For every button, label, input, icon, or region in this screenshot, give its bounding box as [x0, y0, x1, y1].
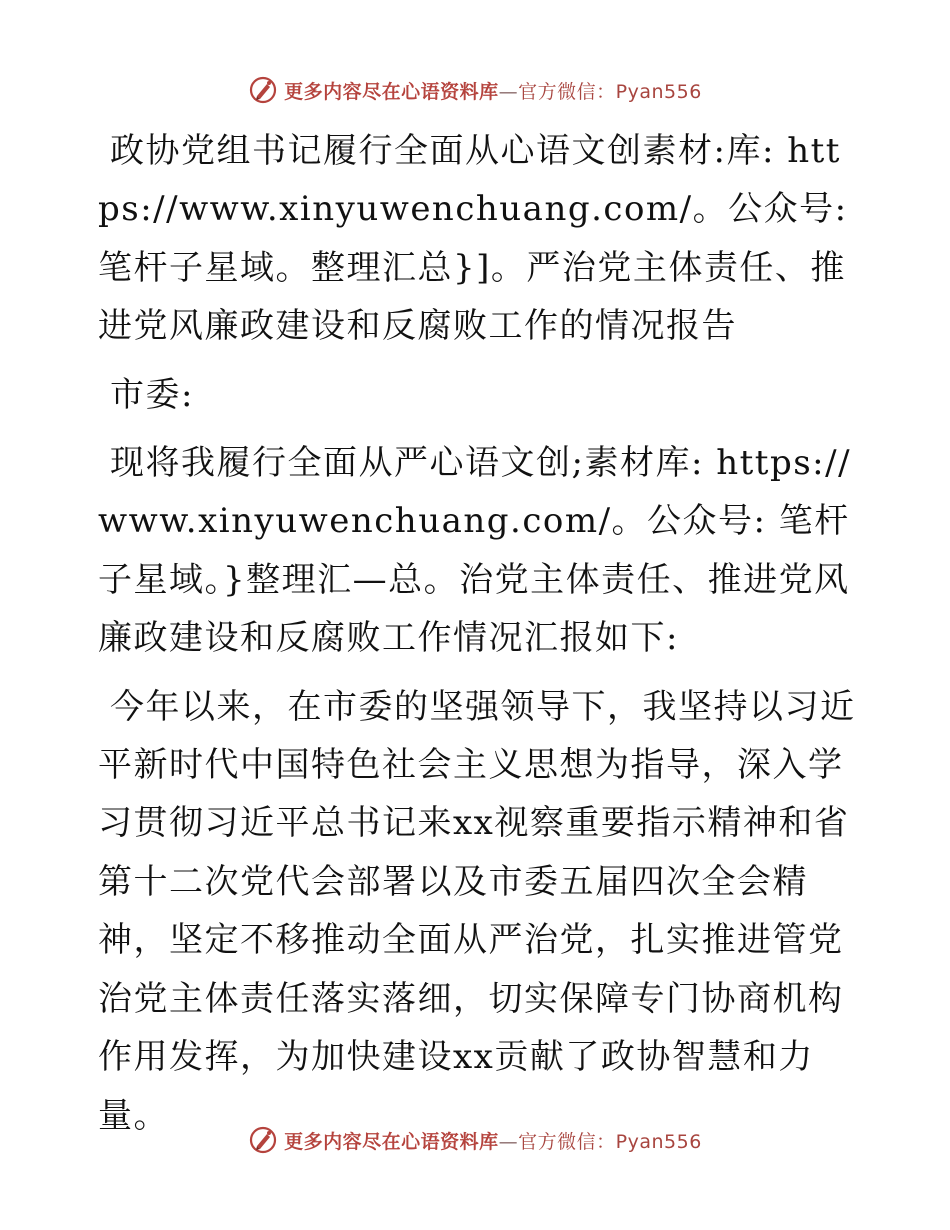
banner-contact: 官方微信：Pyan556: [518, 80, 702, 103]
body-paragraph: 今年以来，在市委的坚强领导下，我坚持以习近平新时代中国特色社会主义思想为指导，深入学习贯彻习近平总书记来xx视察重要指示精神和省第十二次党代会部署以及市委五届四次全会精神，坚定不移推动全面从严治党，扎实推进管党治党主体责任落实落细，切实保障专门协商机构作用发挥，为加快建设xx贡献了政协智慧和力量。: [98, 686, 856, 1136]
banner-brand: 更多内容尽在心语资料库: [284, 1130, 499, 1153]
pen-logo-icon: [248, 1125, 278, 1155]
banner-dash: —: [498, 1130, 519, 1153]
footer-banner: [0, 1120, 950, 1160]
banner-brand: 更多内容尽在心语资料库: [284, 80, 499, 103]
banner-contact: 官方微信：Pyan556: [518, 1130, 702, 1153]
pen-logo-icon: [248, 75, 278, 105]
header-banner: [0, 70, 950, 110]
intro-paragraph: 现将我履行全面从严心语文创;素材库: https://www.xinyuwenchuang.com/。公众号: 笔杆子星域。}整理汇—总。治党主体责任、推进党风廉政建设和反腐败工作情况汇报如下:: [98, 443, 852, 659]
title-paragraph: 政协党组书记履行全面从心语文创素材:库: https://www.xinyuwenchuang.com/。公众号: 笔杆子星域。整理汇总}]。严治党主体责任、推进党风廉政建设和反腐败工作的情况报告: [98, 131, 848, 347]
banner-dash: —: [498, 80, 519, 103]
salutation-paragraph: 市委:: [110, 374, 194, 415]
banner-text: [284, 77, 702, 104]
banner-text: [284, 1127, 702, 1154]
document-body: [98, 122, 858, 1153]
